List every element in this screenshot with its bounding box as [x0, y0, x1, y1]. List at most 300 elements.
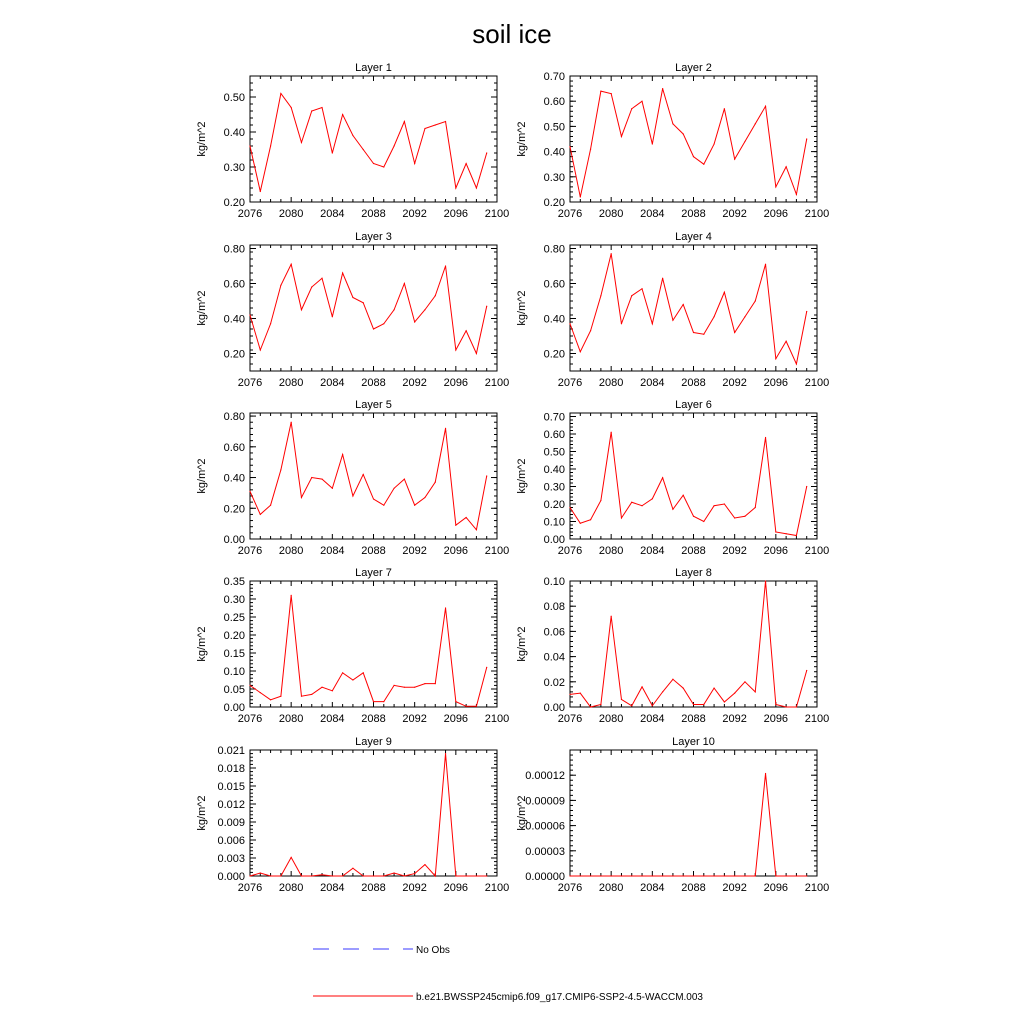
- x-tick-label: 2080: [598, 208, 624, 220]
- x-tick-label: 2084: [320, 882, 345, 894]
- panel-layer-9: [196, 736, 509, 894]
- x-tick-label: 2092: [402, 377, 427, 389]
- data-point: [590, 706, 591, 707]
- panel-title: Layer 3: [355, 231, 392, 243]
- data-point: [393, 685, 394, 686]
- x-tick-label: 2084: [640, 713, 665, 725]
- y-tick-label: 0.40: [543, 146, 565, 159]
- data-point: [786, 341, 787, 342]
- x-tick-label: 2100: [484, 545, 510, 557]
- data-point: [476, 875, 477, 876]
- data-point: [404, 875, 405, 876]
- data-point: [796, 194, 797, 195]
- data-point: [652, 323, 653, 324]
- data-point: [414, 163, 415, 164]
- y-tick-label: 0.40: [543, 313, 565, 326]
- data-point: [270, 875, 271, 876]
- data-point: [765, 264, 766, 265]
- data-point: [342, 454, 343, 455]
- data-point: [445, 607, 446, 608]
- data-point: [363, 875, 364, 876]
- x-tick-label: 2076: [237, 208, 263, 220]
- data-point: [342, 114, 343, 115]
- data-point: [455, 525, 456, 526]
- y-tick-label: 0.10: [223, 666, 245, 678]
- data-point: [249, 314, 250, 315]
- series-line: [250, 595, 487, 706]
- data-point: [486, 475, 487, 476]
- data-point: [435, 295, 436, 296]
- data-point: [703, 875, 704, 876]
- y-tick-label: 0.00: [543, 702, 565, 714]
- legend-obs-label: No Obs: [416, 945, 450, 956]
- data-point: [693, 875, 694, 876]
- data-point: [734, 693, 735, 694]
- data-point: [424, 309, 425, 310]
- data-point: [590, 148, 591, 149]
- data-point: [352, 679, 353, 680]
- x-tick-label: 2084: [640, 377, 665, 389]
- x-tick-label: 2096: [763, 545, 789, 557]
- data-point: [435, 124, 436, 125]
- plot-frame: [570, 581, 817, 707]
- data-point: [311, 110, 312, 111]
- x-tick-label: 2100: [484, 208, 510, 220]
- data-point: [662, 691, 663, 692]
- data-point: [280, 93, 281, 94]
- data-point: [744, 516, 745, 517]
- x-tick-label: 2100: [484, 882, 510, 894]
- x-tick-label: 2096: [443, 377, 469, 389]
- data-point: [414, 873, 415, 874]
- data-point: [713, 316, 714, 317]
- y-tick-label: 0.04: [543, 651, 565, 664]
- y-axis-label: kg/m^2: [516, 290, 528, 326]
- data-point: [724, 292, 725, 293]
- y-tick-label: 0.20: [223, 348, 245, 361]
- data-point: [600, 704, 601, 705]
- data-point: [569, 507, 570, 508]
- x-tick-label: 2088: [681, 208, 706, 220]
- data-point: [580, 196, 581, 197]
- y-axis-label: kg/m^2: [516, 626, 528, 662]
- data-point: [301, 875, 302, 876]
- x-tick-label: 2092: [722, 882, 747, 894]
- panel-layer-2: [516, 62, 829, 220]
- data-point: [600, 91, 601, 92]
- data-point: [672, 320, 673, 321]
- data-point: [724, 108, 725, 109]
- data-point: [796, 706, 797, 707]
- data-point: [260, 349, 261, 350]
- y-axis-label: kg/m^2: [196, 290, 208, 326]
- panel-layer-5: [196, 399, 509, 557]
- plot-frame: [250, 245, 497, 371]
- data-point: [796, 363, 797, 364]
- data-point: [765, 580, 766, 581]
- data-point: [580, 875, 581, 876]
- data-point: [486, 875, 487, 876]
- data-point: [424, 128, 425, 129]
- x-tick-label: 2088: [681, 545, 706, 557]
- y-axis-label: kg/m^2: [196, 626, 208, 662]
- x-tick-label: 2088: [681, 713, 706, 725]
- x-tick-label: 2076: [557, 377, 583, 389]
- data-point: [621, 323, 622, 324]
- data-point: [631, 705, 632, 706]
- data-point: [806, 486, 807, 487]
- x-tick-label: 2080: [598, 545, 624, 557]
- series-line: [570, 581, 807, 707]
- data-point: [373, 163, 374, 164]
- data-point: [332, 316, 333, 317]
- data-point: [352, 135, 353, 136]
- y-tick-label: 0.00: [223, 702, 245, 714]
- data-point: [404, 283, 405, 284]
- y-tick-label: 0.60: [543, 429, 565, 441]
- data-point: [662, 477, 663, 478]
- data-point: [662, 278, 663, 279]
- data-point: [755, 875, 756, 876]
- x-tick-label: 2076: [557, 208, 583, 220]
- data-point: [476, 187, 477, 188]
- data-point: [455, 349, 456, 350]
- x-tick-label: 2084: [320, 377, 345, 389]
- data-point: [662, 875, 663, 876]
- data-point: [404, 687, 405, 688]
- y-tick-label: 0.012: [217, 799, 245, 811]
- data-point: [580, 351, 581, 352]
- data-point: [466, 875, 467, 876]
- panel-title: Layer 8: [675, 567, 712, 579]
- x-tick-label: 2076: [237, 545, 263, 557]
- x-tick-label: 2092: [402, 208, 427, 220]
- data-point: [713, 143, 714, 144]
- data-point: [260, 191, 261, 192]
- data-point: [352, 495, 353, 496]
- data-point: [672, 123, 673, 124]
- data-point: [435, 875, 436, 876]
- data-point: [662, 88, 663, 89]
- y-tick-label: 0.40: [223, 472, 245, 485]
- data-point: [321, 687, 322, 688]
- legend-model-label: b.e21.BWSSP245cmip6.f09_g17.CMIP6-SSP2-4.5-WACCM.003: [416, 992, 703, 1003]
- data-point: [280, 875, 281, 876]
- data-point: [321, 107, 322, 108]
- data-point: [703, 704, 704, 705]
- data-point: [280, 285, 281, 286]
- data-point: [363, 149, 364, 150]
- y-tick-label: 0.30: [223, 594, 245, 606]
- y-tick-label: 0.015: [217, 781, 245, 793]
- data-point: [393, 309, 394, 310]
- data-point: [744, 875, 745, 876]
- data-point: [311, 477, 312, 478]
- data-point: [631, 875, 632, 876]
- x-tick-label: 2088: [361, 713, 386, 725]
- data-point: [332, 488, 333, 489]
- y-tick-label: 0.60: [543, 96, 565, 109]
- data-point: [590, 519, 591, 520]
- y-axis-label: kg/m^2: [516, 795, 528, 831]
- x-tick-label: 2084: [640, 208, 665, 220]
- series-line: [570, 89, 807, 197]
- x-tick-label: 2080: [598, 713, 624, 725]
- y-axis-label: kg/m^2: [516, 458, 528, 494]
- data-point: [703, 521, 704, 522]
- y-tick-label: 0.00009: [525, 795, 565, 808]
- plot-frame: [250, 581, 497, 707]
- data-point: [786, 706, 787, 707]
- x-tick-label: 2100: [484, 713, 510, 725]
- data-point: [693, 516, 694, 517]
- data-point: [249, 685, 250, 686]
- data-point: [445, 121, 446, 122]
- data-point: [301, 696, 302, 697]
- data-point: [455, 187, 456, 188]
- data-point: [424, 497, 425, 498]
- series-line: [250, 264, 487, 353]
- data-point: [476, 706, 477, 707]
- y-tick-label: 0.000: [217, 871, 245, 883]
- data-point: [383, 875, 384, 876]
- y-tick-label: 0.20: [223, 630, 245, 642]
- y-axis-label: kg/m^2: [196, 458, 208, 494]
- data-point: [301, 309, 302, 310]
- x-tick-label: 2084: [640, 545, 665, 557]
- x-tick-label: 2092: [722, 377, 747, 389]
- data-point: [611, 616, 612, 617]
- x-tick-label: 2076: [557, 882, 583, 894]
- data-point: [424, 864, 425, 865]
- panel-layer-3: [196, 231, 509, 389]
- data-point: [569, 875, 570, 876]
- data-point: [652, 498, 653, 499]
- y-tick-label: 0.00000: [525, 871, 565, 883]
- y-tick-label: 0.80: [223, 243, 245, 256]
- plot-frame: [570, 76, 817, 202]
- y-axis-label: kg/m^2: [196, 121, 208, 157]
- data-point: [641, 288, 642, 289]
- data-point: [373, 875, 374, 876]
- data-point: [672, 679, 673, 680]
- data-point: [270, 505, 271, 506]
- y-tick-label: 0.80: [223, 411, 245, 424]
- legend: [313, 945, 703, 1003]
- data-point: [466, 706, 467, 707]
- x-tick-label: 2096: [443, 882, 469, 894]
- data-point: [404, 478, 405, 479]
- x-tick-label: 2092: [722, 545, 747, 557]
- data-point: [703, 334, 704, 335]
- figure-title: soil ice: [472, 19, 552, 49]
- data-point: [249, 875, 250, 876]
- data-point: [806, 138, 807, 139]
- y-tick-label: 0.60: [543, 278, 565, 291]
- panel-title: Layer 10: [672, 736, 715, 748]
- data-point: [383, 166, 384, 167]
- data-point: [652, 705, 653, 706]
- panel-layer-10: [516, 736, 829, 894]
- data-point: [703, 164, 704, 165]
- y-tick-label: 0.20: [543, 499, 565, 511]
- y-tick-label: 0.06: [543, 626, 565, 639]
- x-tick-label: 2100: [804, 545, 830, 557]
- data-point: [600, 295, 601, 296]
- x-tick-label: 2100: [484, 377, 510, 389]
- x-tick-label: 2080: [598, 882, 624, 894]
- x-tick-label: 2092: [402, 882, 427, 894]
- data-point: [393, 145, 394, 146]
- data-point: [652, 875, 653, 876]
- y-tick-label: 0.006: [217, 835, 245, 847]
- x-tick-label: 2096: [763, 377, 789, 389]
- data-point: [683, 495, 684, 496]
- data-point: [755, 507, 756, 508]
- data-point: [476, 353, 477, 354]
- data-point: [724, 701, 725, 702]
- panel-layer-7: [196, 567, 509, 725]
- x-tick-label: 2080: [278, 377, 304, 389]
- data-point: [744, 316, 745, 317]
- y-tick-label: 0.05: [223, 684, 245, 696]
- y-tick-label: 0.10: [543, 576, 565, 588]
- panel-title: Layer 5: [355, 399, 392, 411]
- data-point: [641, 686, 642, 687]
- data-point: [672, 509, 673, 510]
- data-point: [342, 272, 343, 273]
- data-point: [806, 311, 807, 312]
- panel-title: Layer 2: [675, 62, 712, 74]
- y-axis-label: kg/m^2: [196, 795, 208, 831]
- x-tick-label: 2076: [237, 713, 263, 725]
- x-tick-label: 2092: [402, 545, 427, 557]
- data-point: [301, 497, 302, 498]
- x-tick-label: 2080: [598, 377, 624, 389]
- data-point: [734, 159, 735, 160]
- x-tick-label: 2100: [804, 882, 830, 894]
- data-point: [291, 264, 292, 265]
- data-point: [652, 143, 653, 144]
- x-tick-label: 2096: [763, 713, 789, 725]
- data-point: [786, 875, 787, 876]
- data-point: [476, 529, 477, 530]
- y-tick-label: 0.021: [217, 745, 245, 757]
- data-point: [363, 474, 364, 475]
- x-tick-label: 2088: [361, 377, 386, 389]
- panel-layer-8: [516, 567, 829, 725]
- panel-title: Layer 6: [675, 399, 712, 411]
- data-point: [486, 667, 487, 668]
- data-point: [580, 523, 581, 524]
- y-tick-label: 0.00: [223, 534, 245, 546]
- data-point: [796, 535, 797, 536]
- panel-title: Layer 1: [355, 62, 392, 74]
- data-point: [332, 875, 333, 876]
- data-point: [693, 332, 694, 333]
- data-point: [569, 323, 570, 324]
- x-tick-label: 2096: [763, 882, 789, 894]
- y-tick-label: 0.40: [543, 464, 565, 476]
- data-point: [786, 166, 787, 167]
- data-point: [580, 693, 581, 694]
- data-point: [445, 753, 446, 754]
- data-point: [631, 295, 632, 296]
- data-point: [445, 428, 446, 429]
- y-tick-label: 0.20: [543, 197, 565, 209]
- data-point: [321, 478, 322, 479]
- data-point: [775, 704, 776, 705]
- x-tick-label: 2076: [557, 713, 583, 725]
- data-point: [734, 517, 735, 518]
- data-point: [373, 498, 374, 499]
- data-point: [755, 691, 756, 692]
- data-point: [352, 297, 353, 298]
- data-point: [796, 875, 797, 876]
- data-point: [641, 875, 642, 876]
- panel-layer-1: [196, 62, 509, 220]
- panel-title: Layer 9: [355, 736, 392, 748]
- data-point: [383, 505, 384, 506]
- data-point: [775, 875, 776, 876]
- data-point: [744, 681, 745, 682]
- data-point: [270, 323, 271, 324]
- y-tick-label: 0.50: [543, 121, 565, 134]
- data-point: [683, 133, 684, 134]
- y-tick-label: 0.00006: [525, 820, 565, 833]
- y-tick-label: 0.40: [223, 313, 245, 326]
- y-tick-label: 0.60: [223, 278, 245, 291]
- data-point: [260, 692, 261, 693]
- data-point: [724, 503, 725, 504]
- data-point: [600, 875, 601, 876]
- x-tick-label: 2088: [361, 208, 386, 220]
- x-tick-label: 2088: [681, 882, 706, 894]
- x-tick-label: 2080: [278, 713, 304, 725]
- data-point: [445, 265, 446, 266]
- data-point: [786, 533, 787, 534]
- y-tick-label: 0.70: [543, 71, 565, 83]
- data-point: [321, 278, 322, 279]
- y-tick-label: 0.20: [543, 348, 565, 361]
- data-point: [466, 517, 467, 518]
- data-point: [590, 330, 591, 331]
- x-tick-label: 2084: [640, 882, 665, 894]
- x-tick-label: 2096: [763, 208, 789, 220]
- data-point: [383, 701, 384, 702]
- data-point: [693, 704, 694, 705]
- x-tick-label: 2096: [443, 545, 469, 557]
- data-point: [806, 875, 807, 876]
- data-point: [621, 699, 622, 700]
- data-point: [806, 670, 807, 671]
- y-tick-label: 0.25: [223, 612, 245, 624]
- data-point: [291, 595, 292, 596]
- x-tick-label: 2084: [320, 208, 345, 220]
- panels: [196, 62, 829, 894]
- y-tick-label: 0.08: [543, 601, 565, 614]
- data-point: [311, 875, 312, 876]
- data-point: [311, 286, 312, 287]
- y-tick-label: 0.018: [217, 763, 245, 775]
- data-point: [352, 868, 353, 869]
- data-point: [280, 469, 281, 470]
- x-tick-label: 2100: [804, 377, 830, 389]
- series-line: [250, 754, 487, 876]
- data-point: [424, 683, 425, 684]
- y-tick-label: 0.50: [543, 446, 565, 459]
- data-point: [393, 872, 394, 873]
